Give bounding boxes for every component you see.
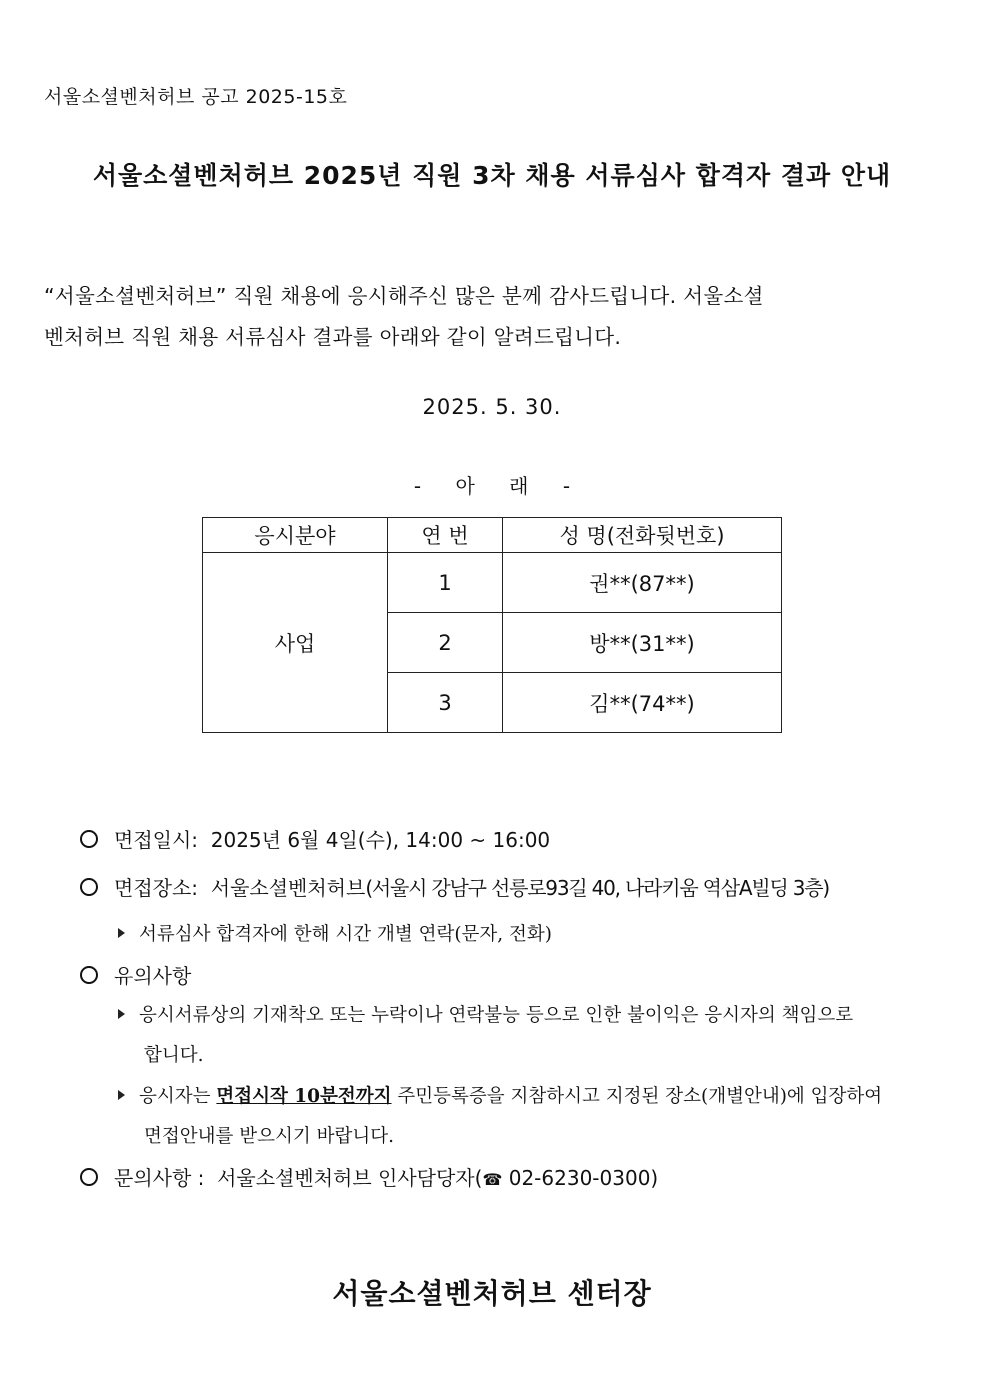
below-char-rae: 래 bbox=[509, 474, 529, 498]
table-row bbox=[203, 553, 782, 613]
interview-place-address: (서울시 강남구 선릉로93길 40, 나라키움 역삼A빌딩 3층) bbox=[365, 876, 830, 900]
caution-label: 유의사항 bbox=[114, 964, 192, 988]
intro-paragraph bbox=[44, 276, 942, 358]
triangle-bullet-icon bbox=[118, 928, 125, 938]
cell-name: 김**(74**) bbox=[503, 673, 782, 733]
interview-place-item bbox=[80, 872, 829, 901]
notice-date: 2025. 5. 30. bbox=[422, 395, 562, 419]
contact-item bbox=[80, 1162, 658, 1191]
interview-time-item bbox=[80, 824, 550, 853]
notice-number: 서울소셜벤처허브 공고 2025-15호 bbox=[44, 86, 348, 108]
header-field: 응시분야 bbox=[203, 518, 388, 553]
below-heading bbox=[0, 470, 984, 499]
below-char-a: 아 bbox=[455, 474, 475, 498]
circle-bullet-icon bbox=[80, 830, 98, 848]
cell-name: 권**(87**) bbox=[503, 553, 782, 613]
place-note bbox=[118, 920, 552, 946]
interview-time-label: 면접일시: bbox=[114, 828, 199, 852]
caution-2-emphasis: 면접시작 10분전까지 bbox=[216, 1086, 392, 1107]
page-title: 서울소셜벤처허브 2025년 직원 3차 채용 서류심사 합격자 결과 안내 bbox=[92, 161, 892, 190]
caution-2-cont: 면접안내를 받으시기 바랍니다. bbox=[144, 1126, 394, 1147]
dash-left: - bbox=[413, 474, 422, 498]
cell-number: 2 bbox=[388, 613, 503, 673]
cell-number: 3 bbox=[388, 673, 503, 733]
caution-1-cont: 합니다. bbox=[144, 1045, 204, 1066]
caution-item bbox=[80, 960, 191, 989]
caution-2-pre: 응시자는 bbox=[139, 1086, 211, 1107]
header-number: 연 번 bbox=[388, 518, 503, 553]
cell-name: 방**(31**) bbox=[503, 613, 782, 673]
result-table bbox=[202, 517, 782, 733]
signature: 서울소셜벤처허브 센터장 bbox=[332, 1277, 652, 1310]
circle-bullet-icon bbox=[80, 966, 98, 984]
interview-place-org: 서울소셜벤처허브 bbox=[210, 876, 366, 900]
details-list bbox=[80, 824, 950, 1204]
caution-2 bbox=[118, 1082, 882, 1108]
caution-1-text: 응시서류상의 기재착오 또는 누락이나 연락불능 등으로 인한 불이익은 응시자의 책임으로 bbox=[139, 1005, 854, 1026]
cell-field: 사업 bbox=[203, 553, 388, 733]
table-header-row bbox=[203, 518, 782, 553]
dash-right: - bbox=[562, 474, 571, 498]
interview-place-label: 면접장소: bbox=[114, 876, 199, 900]
triangle-bullet-icon bbox=[118, 1090, 125, 1100]
triangle-bullet-icon bbox=[118, 1009, 125, 1019]
intro-line-1: “서울소셜벤처허브” 직원 채용에 응시해주신 많은 분께 감사드립니다. 서울소셜 bbox=[44, 284, 764, 308]
caution-2-post: 주민등록증을 지참하시고 지정된 장소(개별안내)에 입장하여 bbox=[397, 1086, 883, 1107]
caution-1 bbox=[118, 1001, 853, 1027]
cell-number: 1 bbox=[388, 553, 503, 613]
contact-value-post: 02-6230-0300) bbox=[502, 1166, 659, 1190]
phone-icon: ☎ bbox=[482, 1170, 503, 1189]
place-note-text: 서류심사 합격자에 한해 시간 개별 연락(문자, 전화) bbox=[139, 924, 553, 945]
intro-line-2: 벤처허브 직원 채용 서류심사 결과를 아래와 같이 알려드립니다. bbox=[44, 325, 622, 349]
circle-bullet-icon bbox=[80, 1168, 98, 1186]
interview-time-value: 2025년 6월 4일(수), 14:00 ~ 16:00 bbox=[210, 828, 551, 852]
contact-label: 문의사항 : bbox=[114, 1166, 205, 1190]
contact-value-pre: 서울소셜벤처허브 인사담당자( bbox=[217, 1166, 483, 1190]
header-name: 성 명(전화뒷번호) bbox=[503, 518, 782, 553]
circle-bullet-icon bbox=[80, 878, 98, 896]
